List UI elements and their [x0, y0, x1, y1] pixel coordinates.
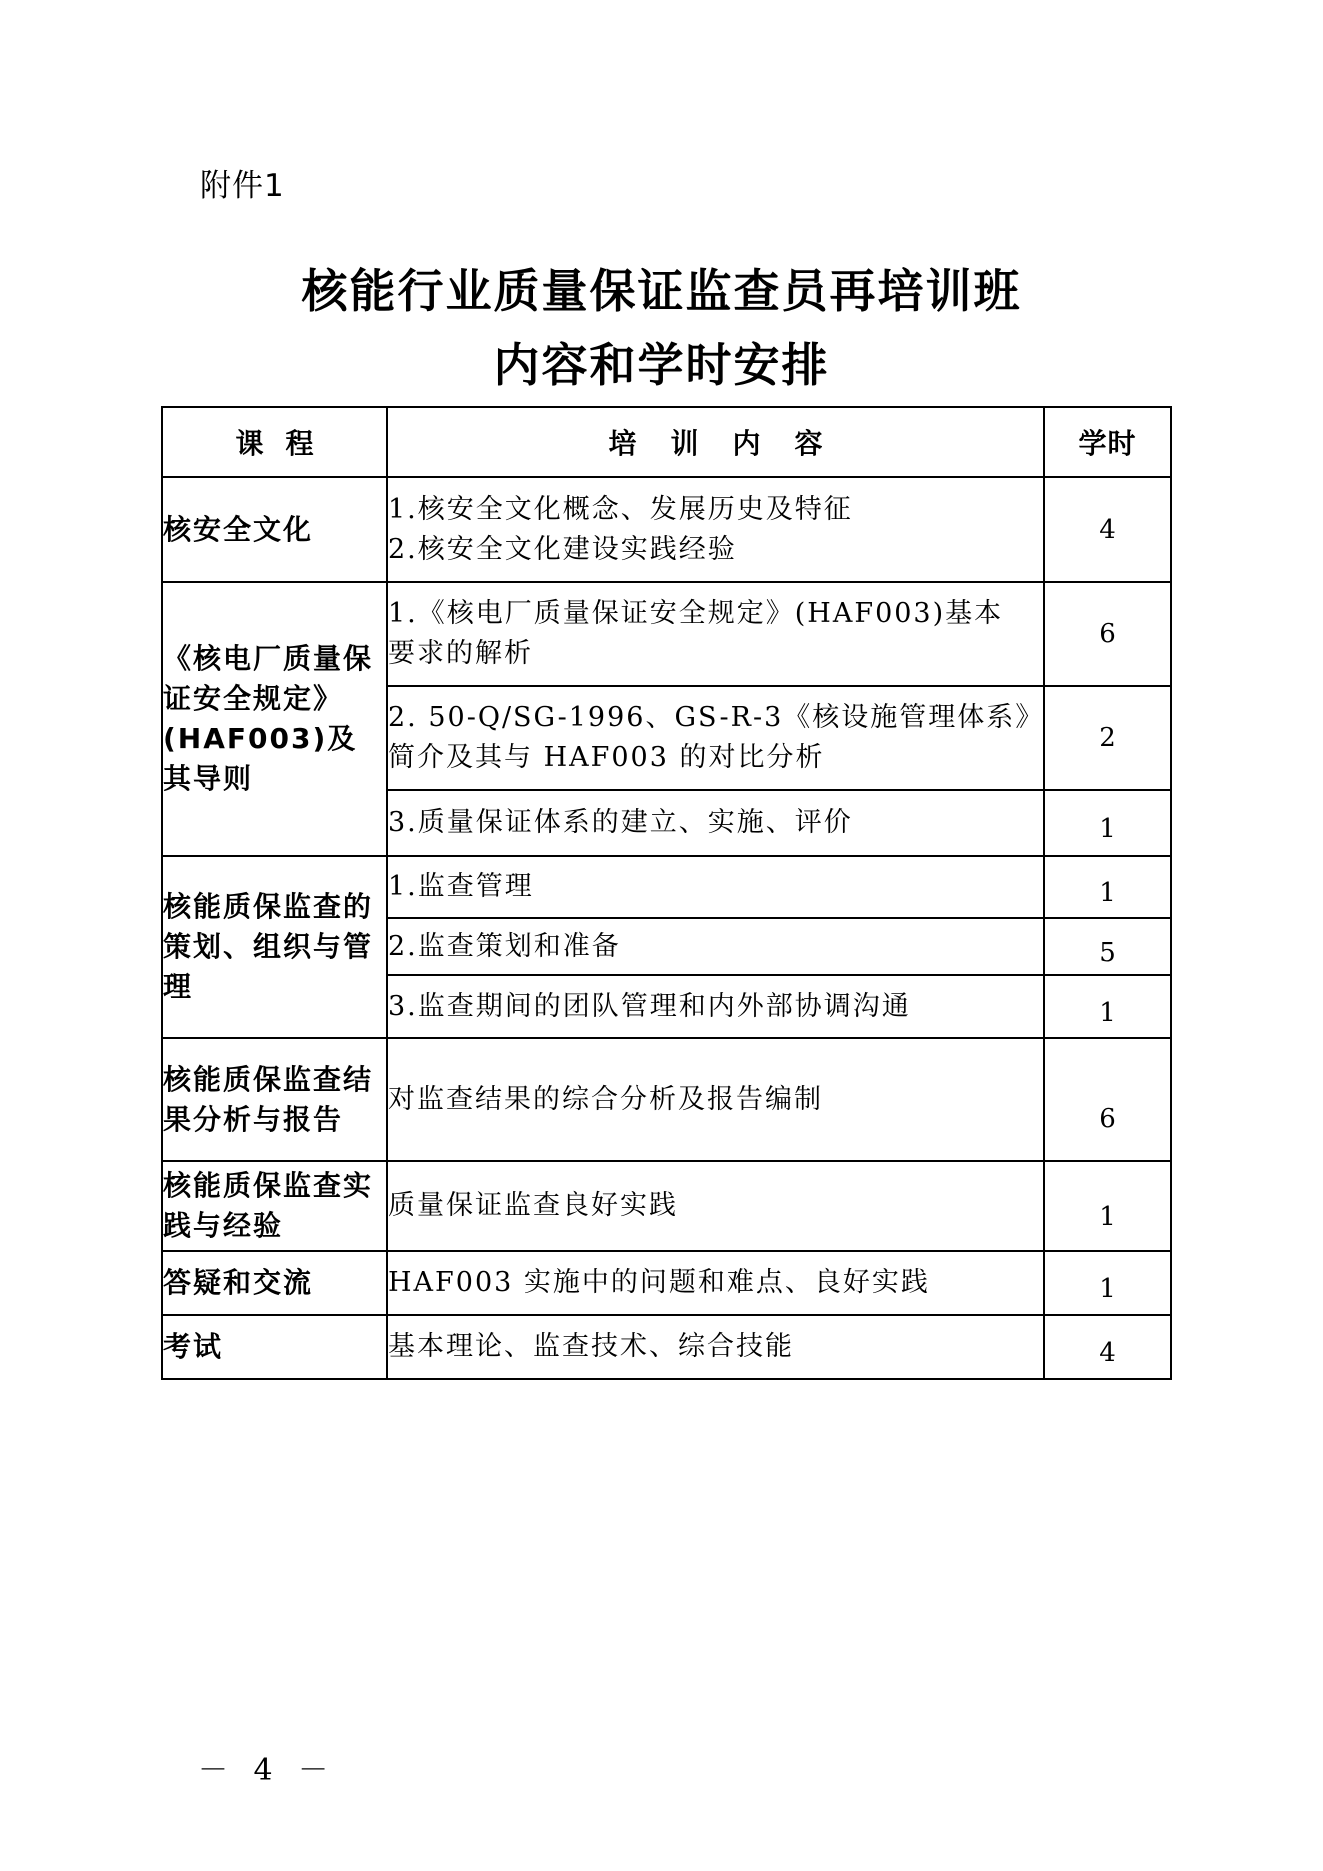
page-subtitle: 内容和学时安排: [493, 338, 830, 392]
content-cell: [387, 975, 1044, 1038]
table-row: [162, 477, 1171, 582]
header-course: 课程: [162, 407, 387, 477]
schedule-table: [161, 406, 1172, 1380]
content-cell: [387, 1161, 1044, 1251]
header-content: 培训内容: [387, 407, 1044, 477]
table-row: [162, 1161, 1171, 1251]
hours-cell: 1: [1044, 1161, 1171, 1251]
content-line: 基本理论、监查技术、综合技能: [388, 1331, 794, 1362]
course-cell: 《核电厂质量保证安全规定》(HAF003)及其导则: [162, 582, 387, 856]
content-cell: [387, 918, 1044, 975]
attachment-label: 附件1: [200, 168, 285, 204]
content-cell: [387, 582, 1044, 686]
table-row: [162, 856, 1171, 918]
content-cell: [387, 856, 1044, 918]
content-line: 3.质量保证体系的建立、实施、评价: [388, 807, 853, 838]
course-cell: 核能质保监查结果分析与报告: [162, 1038, 387, 1161]
content-line: HAF003 实施中的问题和难点、良好实践: [388, 1267, 930, 1298]
course-cell: 考试: [162, 1315, 387, 1379]
course-cell: 核能质保监查的策划、组织与管理: [162, 856, 387, 1038]
content-line: 2.核安全文化建设实践经验: [388, 533, 737, 565]
content-cell: [387, 1315, 1044, 1379]
content-cell: [387, 1038, 1044, 1161]
content-line: 2.监查策划和准备: [388, 930, 621, 962]
table-row: [162, 1315, 1171, 1379]
content-cell: [387, 1251, 1044, 1315]
page-title: 核能行业质量保证监查员再培训班: [301, 264, 1022, 318]
table-row: [162, 1251, 1171, 1315]
content-line: 对监查结果的综合分析及报告编制: [388, 1083, 823, 1115]
table-header-row: [162, 407, 1171, 477]
content-cell: [387, 790, 1044, 856]
content-line: 质量保证监查良好实践: [388, 1190, 678, 1221]
course-cell: 核安全文化: [162, 477, 387, 582]
content-line: 1.《核电厂质量保证安全规定》(HAF003)基本: [388, 598, 1004, 629]
hours-cell: 4: [1044, 1315, 1171, 1379]
content-line: 3.监查期间的团队管理和内外部协调沟通: [388, 990, 911, 1022]
content-cell: [387, 477, 1044, 582]
content-line: 简介及其与 HAF003 的对比分析: [388, 742, 825, 773]
hours-cell: 2: [1044, 686, 1171, 790]
hours-cell: 6: [1044, 582, 1171, 686]
content-line: 1.监查管理: [388, 871, 534, 902]
hours-cell: 6: [1044, 1038, 1171, 1161]
content-line: 1.核安全文化概念、发展历史及特征: [388, 493, 853, 525]
content-cell: [387, 686, 1044, 790]
hours-cell: 4: [1044, 477, 1171, 582]
hours-cell: 5: [1044, 918, 1171, 975]
course-cell: 答疑和交流: [162, 1251, 387, 1315]
table-row: [162, 1038, 1171, 1161]
hours-cell: 1: [1044, 1251, 1171, 1315]
content-line: 要求的解析: [388, 638, 533, 669]
content-line: 2. 50-Q/SG-1996、GS-R-3《核设施管理体系》: [388, 702, 1045, 733]
course-cell: 核能质保监查实践与经验: [162, 1161, 387, 1251]
page-number: － 4 －: [198, 1753, 337, 1788]
header-hours: 学时: [1044, 407, 1171, 477]
hours-cell: 1: [1044, 856, 1171, 918]
hours-cell: 1: [1044, 790, 1171, 856]
table-row: [162, 582, 1171, 686]
hours-cell: 1: [1044, 975, 1171, 1038]
